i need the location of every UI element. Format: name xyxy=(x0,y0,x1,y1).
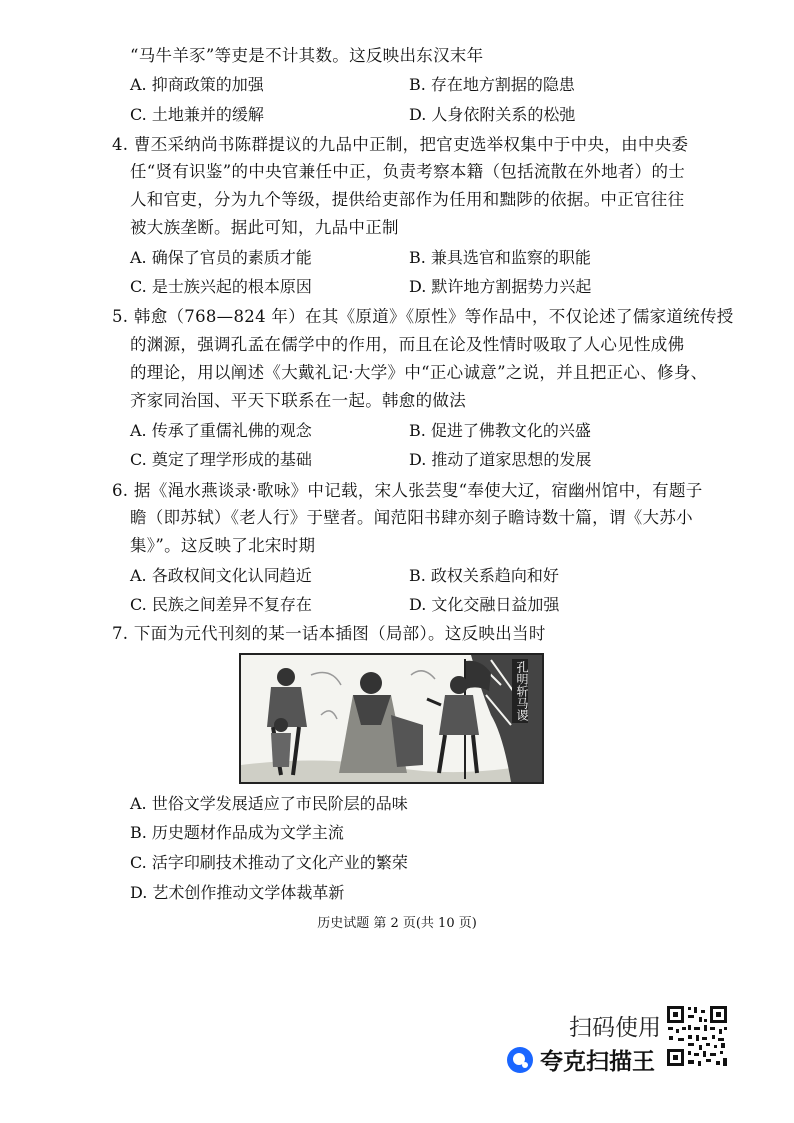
scanner-brand xyxy=(506,1043,655,1076)
q3-option-a[interactable]: A. 抑商政策的加强 xyxy=(130,75,264,94)
q6-option-d[interactable]: D. 文化交融日益加强 xyxy=(409,595,560,614)
q7-option-d[interactable]: D. 艺术创作推动文学体裁革新 xyxy=(130,883,345,902)
q7-option-a[interactable]: A. 世俗文学发展适应了市民阶层的品味 xyxy=(130,794,408,813)
q5-stem-line-3: 的理论，用以阐述《大戴礼记·大学》中“正心诚意”之说，并且把正心、修身、 xyxy=(130,363,708,382)
q7-option-c[interactable]: C. 活字印刷技术推动了文化产业的繁荣 xyxy=(130,853,408,872)
scan-label: 扫码使用 xyxy=(569,1015,661,1041)
q6-stem-line-3: 集》”。这反映了北宋时期 xyxy=(130,536,316,555)
q5-stem-line-1: 5. 韩愈（768—824 年）在其《原道》《原性》等作品中，不仅论述了儒家道统传授 xyxy=(112,307,734,326)
q5-option-b[interactable]: B. 促进了佛教文化的兴盛 xyxy=(409,421,591,440)
q7-stem: 7. 下面为元代刊刻的某一话本插图（局部）。这反映出当时 xyxy=(112,624,546,643)
q4-option-d[interactable]: D. 默许地方割据势力兴起 xyxy=(409,277,592,296)
q5-stem-line-2: 的渊源，强调孔孟在儒学中的作用，而且在论及性情时吸取了人心见性成佛 xyxy=(130,335,685,354)
q5-option-a[interactable]: A. 传承了重儒礼佛的观念 xyxy=(130,421,312,440)
q6-option-c[interactable]: C. 民族之间差异不复存在 xyxy=(130,595,312,614)
quark-logo-icon xyxy=(506,1046,534,1074)
q6-stem-line-1: 6. 据《渑水燕谈录·歌咏》中记载，宋人张芸叟“奉使大辽，宿幽州馆中，有题子 xyxy=(112,481,703,500)
q6-option-b[interactable]: B. 政权关系趋向和好 xyxy=(409,566,559,585)
q4-option-a[interactable]: A. 确保了官员的素质才能 xyxy=(130,248,312,267)
q3-option-d[interactable]: D. 人身依附关系的松弛 xyxy=(409,105,576,124)
q4-option-b[interactable]: B. 兼具选官和监察的职能 xyxy=(409,248,591,267)
q7-option-b[interactable]: B. 历史题材作品成为文学主流 xyxy=(130,823,344,842)
scanner-brand-name: 夸克扫描王 xyxy=(540,1049,655,1075)
illustration-banner-text: 孔明斩马谡 xyxy=(512,659,528,723)
q5-option-c[interactable]: C. 奠定了理学形成的基础 xyxy=(130,450,312,469)
q3-stem-tail: “马牛羊豕”等吏是不计其数。这反映出东汉末年 xyxy=(130,46,484,65)
yuan-woodblock-illustration xyxy=(239,653,544,784)
illustration-drawing xyxy=(241,655,542,782)
q4-stem-line-2: 任“贤有识鉴”的中央官兼任中正，负责考察本籍（包括流散在外地者）的士 xyxy=(130,162,686,181)
qr-code-icon[interactable] xyxy=(666,1005,728,1067)
q4-stem-line-3: 人和官吏，分为九个等级，提供给吏部作为任用和黜陟的依据。中正官往往 xyxy=(130,190,685,209)
q3-option-c[interactable]: C. 土地兼并的缓解 xyxy=(130,105,264,124)
q6-stem-line-2: 瞻（即苏轼）《老人行》于壁者。闻范阳书肆亦刻子瞻诗数十篇，谓《大苏小 xyxy=(130,508,693,527)
q5-option-d[interactable]: D. 推动了道家思想的发展 xyxy=(409,450,592,469)
q4-stem-line-1: 4. 曹丕采纳尚书陈群提议的九品中正制，把官吏选举权集中于中央，由中央委 xyxy=(112,135,689,154)
q4-option-c[interactable]: C. 是士族兴起的根本原因 xyxy=(130,277,312,296)
q4-stem-line-4: 被大族垄断。据此可知，九品中正制 xyxy=(130,218,399,237)
q5-stem-line-4: 齐家同治国、平天下联系在一起。韩愈的做法 xyxy=(130,391,466,410)
q3-option-b[interactable]: B. 存在地方割据的隐患 xyxy=(409,75,575,94)
q6-option-a[interactable]: A. 各政权间文化认同趋近 xyxy=(130,566,312,585)
page-footer: 历史试题 第 2 页(共 10 页) xyxy=(317,916,477,931)
